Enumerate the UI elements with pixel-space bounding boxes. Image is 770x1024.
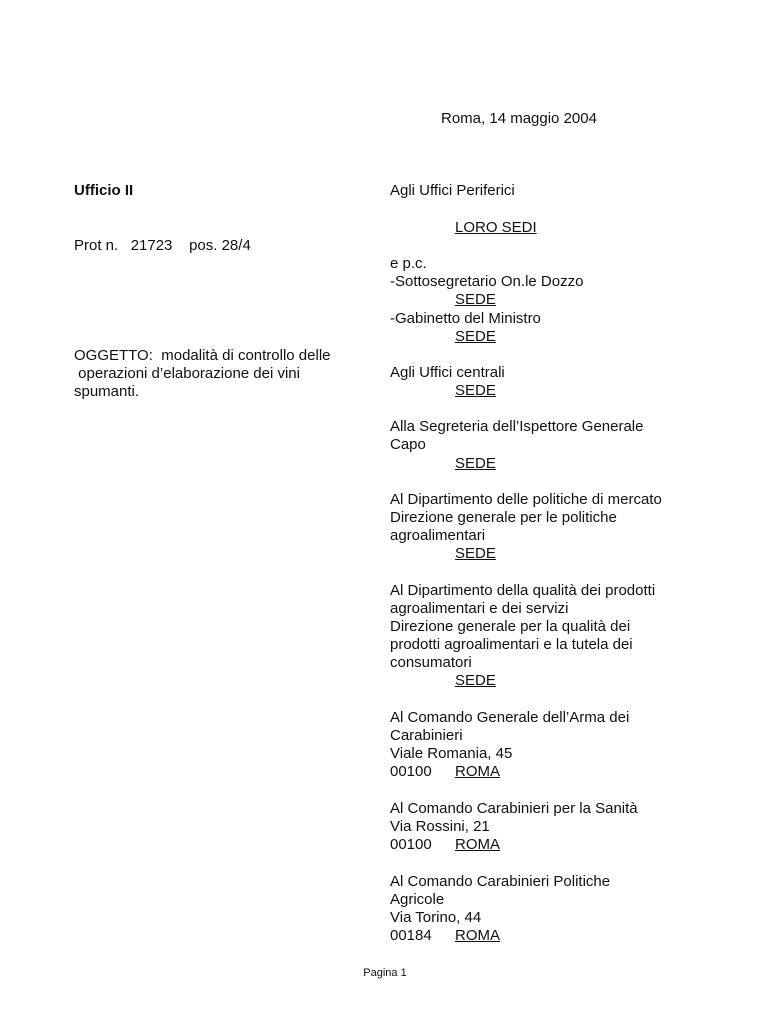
recipient-dipartimento-mercato-line-2: Direzione generale per le politiche (390, 509, 617, 526)
recipient-sottosegretario: -Sottosegretario On.le Dozzo (390, 273, 584, 290)
recipient-gabinetto: -Gabinetto del Ministro (390, 310, 541, 327)
recipient-carabinieri-sanita: Al Comando Carabinieri per la Sanità (390, 800, 638, 817)
recipient-city: ROMA (455, 836, 500, 853)
recipient-sede: SEDE (455, 328, 496, 345)
recipient-dipartimento-mercato-line-3: agroalimentari (390, 527, 486, 544)
letter-date: Roma, 14 maggio 2004 (441, 110, 597, 127)
subject-line-2: operazioni d’elaborazione dei vini (74, 365, 300, 382)
office-heading: Ufficio II (74, 182, 134, 199)
recipient-uffici-periferici: Agli Uffici Periferici (390, 182, 515, 199)
recipient-dipartimento-qualita-line-4: prodotti agroalimentari e la tutela dei (390, 636, 633, 653)
recipient-segreteria-line-2: Capo (390, 436, 426, 453)
epc-label: e p.c. (390, 255, 427, 272)
recipient-postal-code: 00100 (390, 836, 432, 853)
subject-line-1: OGGETTO: modalità di controllo delle (74, 347, 331, 364)
page-number: Pagina 1 (363, 967, 407, 979)
recipient-sede: SEDE (455, 291, 496, 308)
recipient-dipartimento-mercato: Al Dipartimento delle politiche di mercato (390, 491, 662, 508)
recipient-comando-generale: Al Comando Generale dell’Arma dei (390, 709, 630, 726)
recipient-segreteria: Alla Segreteria dell’Ispettore Generale (390, 418, 644, 435)
recipient-sede: SEDE (455, 382, 496, 399)
recipient-uffici-centrali: Agli Uffici centrali (390, 364, 505, 381)
subject-line-3: spumanti. (74, 383, 140, 400)
recipient-loro-sedi: LORO SEDI (455, 219, 537, 236)
recipient-carabinieri-sanita-address: Via Rossini, 21 (390, 818, 490, 835)
recipient-dipartimento-qualita: Al Dipartimento della qualità dei prodotti (390, 582, 656, 599)
recipient-dipartimento-qualita-line-2: agroalimentari e dei servizi (390, 600, 569, 617)
recipient-sede: SEDE (455, 672, 496, 689)
recipient-carabinieri-politiche-line-2: Agricole (390, 891, 445, 908)
recipient-sede: SEDE (455, 545, 496, 562)
recipient-city: ROMA (455, 927, 500, 944)
recipient-carabinieri-politiche: Al Comando Carabinieri Politiche (390, 873, 611, 890)
recipient-carabinieri-politiche-address: Via Torino, 44 (390, 909, 482, 926)
recipient-comando-generale-line-2: Carabinieri (390, 727, 463, 744)
protocol-number: Prot n. 21723 pos. 28/4 (74, 237, 251, 254)
recipient-dipartimento-qualita-line-5: consumatori (390, 654, 472, 671)
recipient-city: ROMA (455, 763, 500, 780)
recipient-postal-code: 00100 (390, 763, 432, 780)
recipient-comando-generale-address: Viale Romania, 45 (390, 745, 513, 762)
recipient-dipartimento-qualita-line-3: Direzione generale per la qualità dei (390, 618, 631, 635)
recipient-postal-code: 00184 (390, 927, 432, 944)
recipient-sede: SEDE (455, 455, 496, 472)
